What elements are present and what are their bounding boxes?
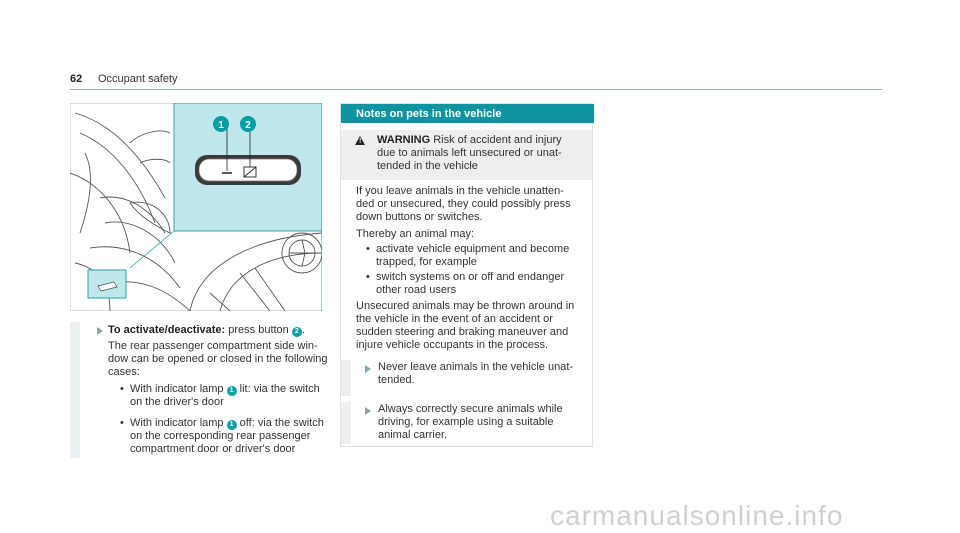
list-item: • With indicator lamp 1 lit: via the switch on the driver's door bbox=[120, 383, 370, 409]
action-sidebar-bar bbox=[341, 402, 351, 444]
page-header bbox=[70, 73, 882, 90]
arrow-icon bbox=[365, 365, 371, 373]
notes-paragraph-3: Unsecured animals may be thrown around in the vehicle in the event of an accident or sudden steering and braking maneuver and injure vehicle occupants in the process. bbox=[356, 300, 575, 351]
notes-header bbox=[341, 104, 594, 123]
arrow-icon bbox=[97, 327, 103, 335]
notes-title: Notes on pets in the vehicle bbox=[356, 108, 502, 120]
callout-1-badge: 1 bbox=[227, 386, 237, 396]
warning-triangle-icon: ! bbox=[355, 136, 365, 145]
section-title: Occupant safety bbox=[98, 73, 178, 85]
door-switch-illustration bbox=[70, 103, 322, 311]
activate-step: To activate/deactivate: press button 2 . bbox=[108, 324, 305, 336]
callout-1-label: 1 bbox=[218, 120, 224, 131]
action-2: Always correctly secure animals while driving, for example using a suitable animal carrier. bbox=[378, 403, 563, 441]
step-text: press button bbox=[228, 324, 289, 336]
notes-paragraph-2: Thereby an animal may: bbox=[356, 228, 474, 240]
warning-label: WARNING bbox=[377, 134, 431, 146]
intro-line-3: cases: bbox=[108, 366, 140, 378]
pets-notes-box bbox=[340, 103, 593, 447]
action-sidebar-bar bbox=[341, 360, 351, 396]
list-item: • With indicator lamp 1 off: via the switch on the corresponding rear passenger compartment door or driver's door bbox=[120, 417, 370, 456]
callout-2-label: 2 bbox=[245, 120, 251, 131]
arrow-icon bbox=[365, 407, 371, 415]
instruction-sidebar-bar bbox=[70, 322, 80, 458]
action-1: Never leave animals in the vehicle unat- tended. bbox=[378, 361, 574, 386]
intro-line-2: dow can be opened or closed in the following bbox=[108, 353, 328, 365]
list-item: • activate vehicle equipment and become trapped, for example bbox=[366, 243, 596, 269]
callout-2-badge: 2 bbox=[292, 327, 302, 337]
list-item: • switch systems on or off and endanger other road users bbox=[366, 271, 596, 297]
notes-paragraph-1: If you leave animals in the vehicle unatten- ded or unsecured, they could possibly press down buttons or switches. bbox=[356, 185, 571, 223]
watermark-text: carmanualsonline.info bbox=[550, 500, 844, 531]
watermark bbox=[550, 500, 950, 530]
warning-text: WARNING Risk of accident and injury due to animals left unsecured or unat- tended in the vehicle bbox=[377, 134, 562, 172]
page-number: 62 bbox=[70, 73, 83, 85]
notes-content bbox=[341, 180, 592, 446]
step-label: To activate/deactivate: bbox=[108, 324, 226, 336]
callout-1-badge: 1 bbox=[227, 420, 237, 430]
intro-line-1: The rear passenger compartment side win- bbox=[108, 340, 318, 352]
